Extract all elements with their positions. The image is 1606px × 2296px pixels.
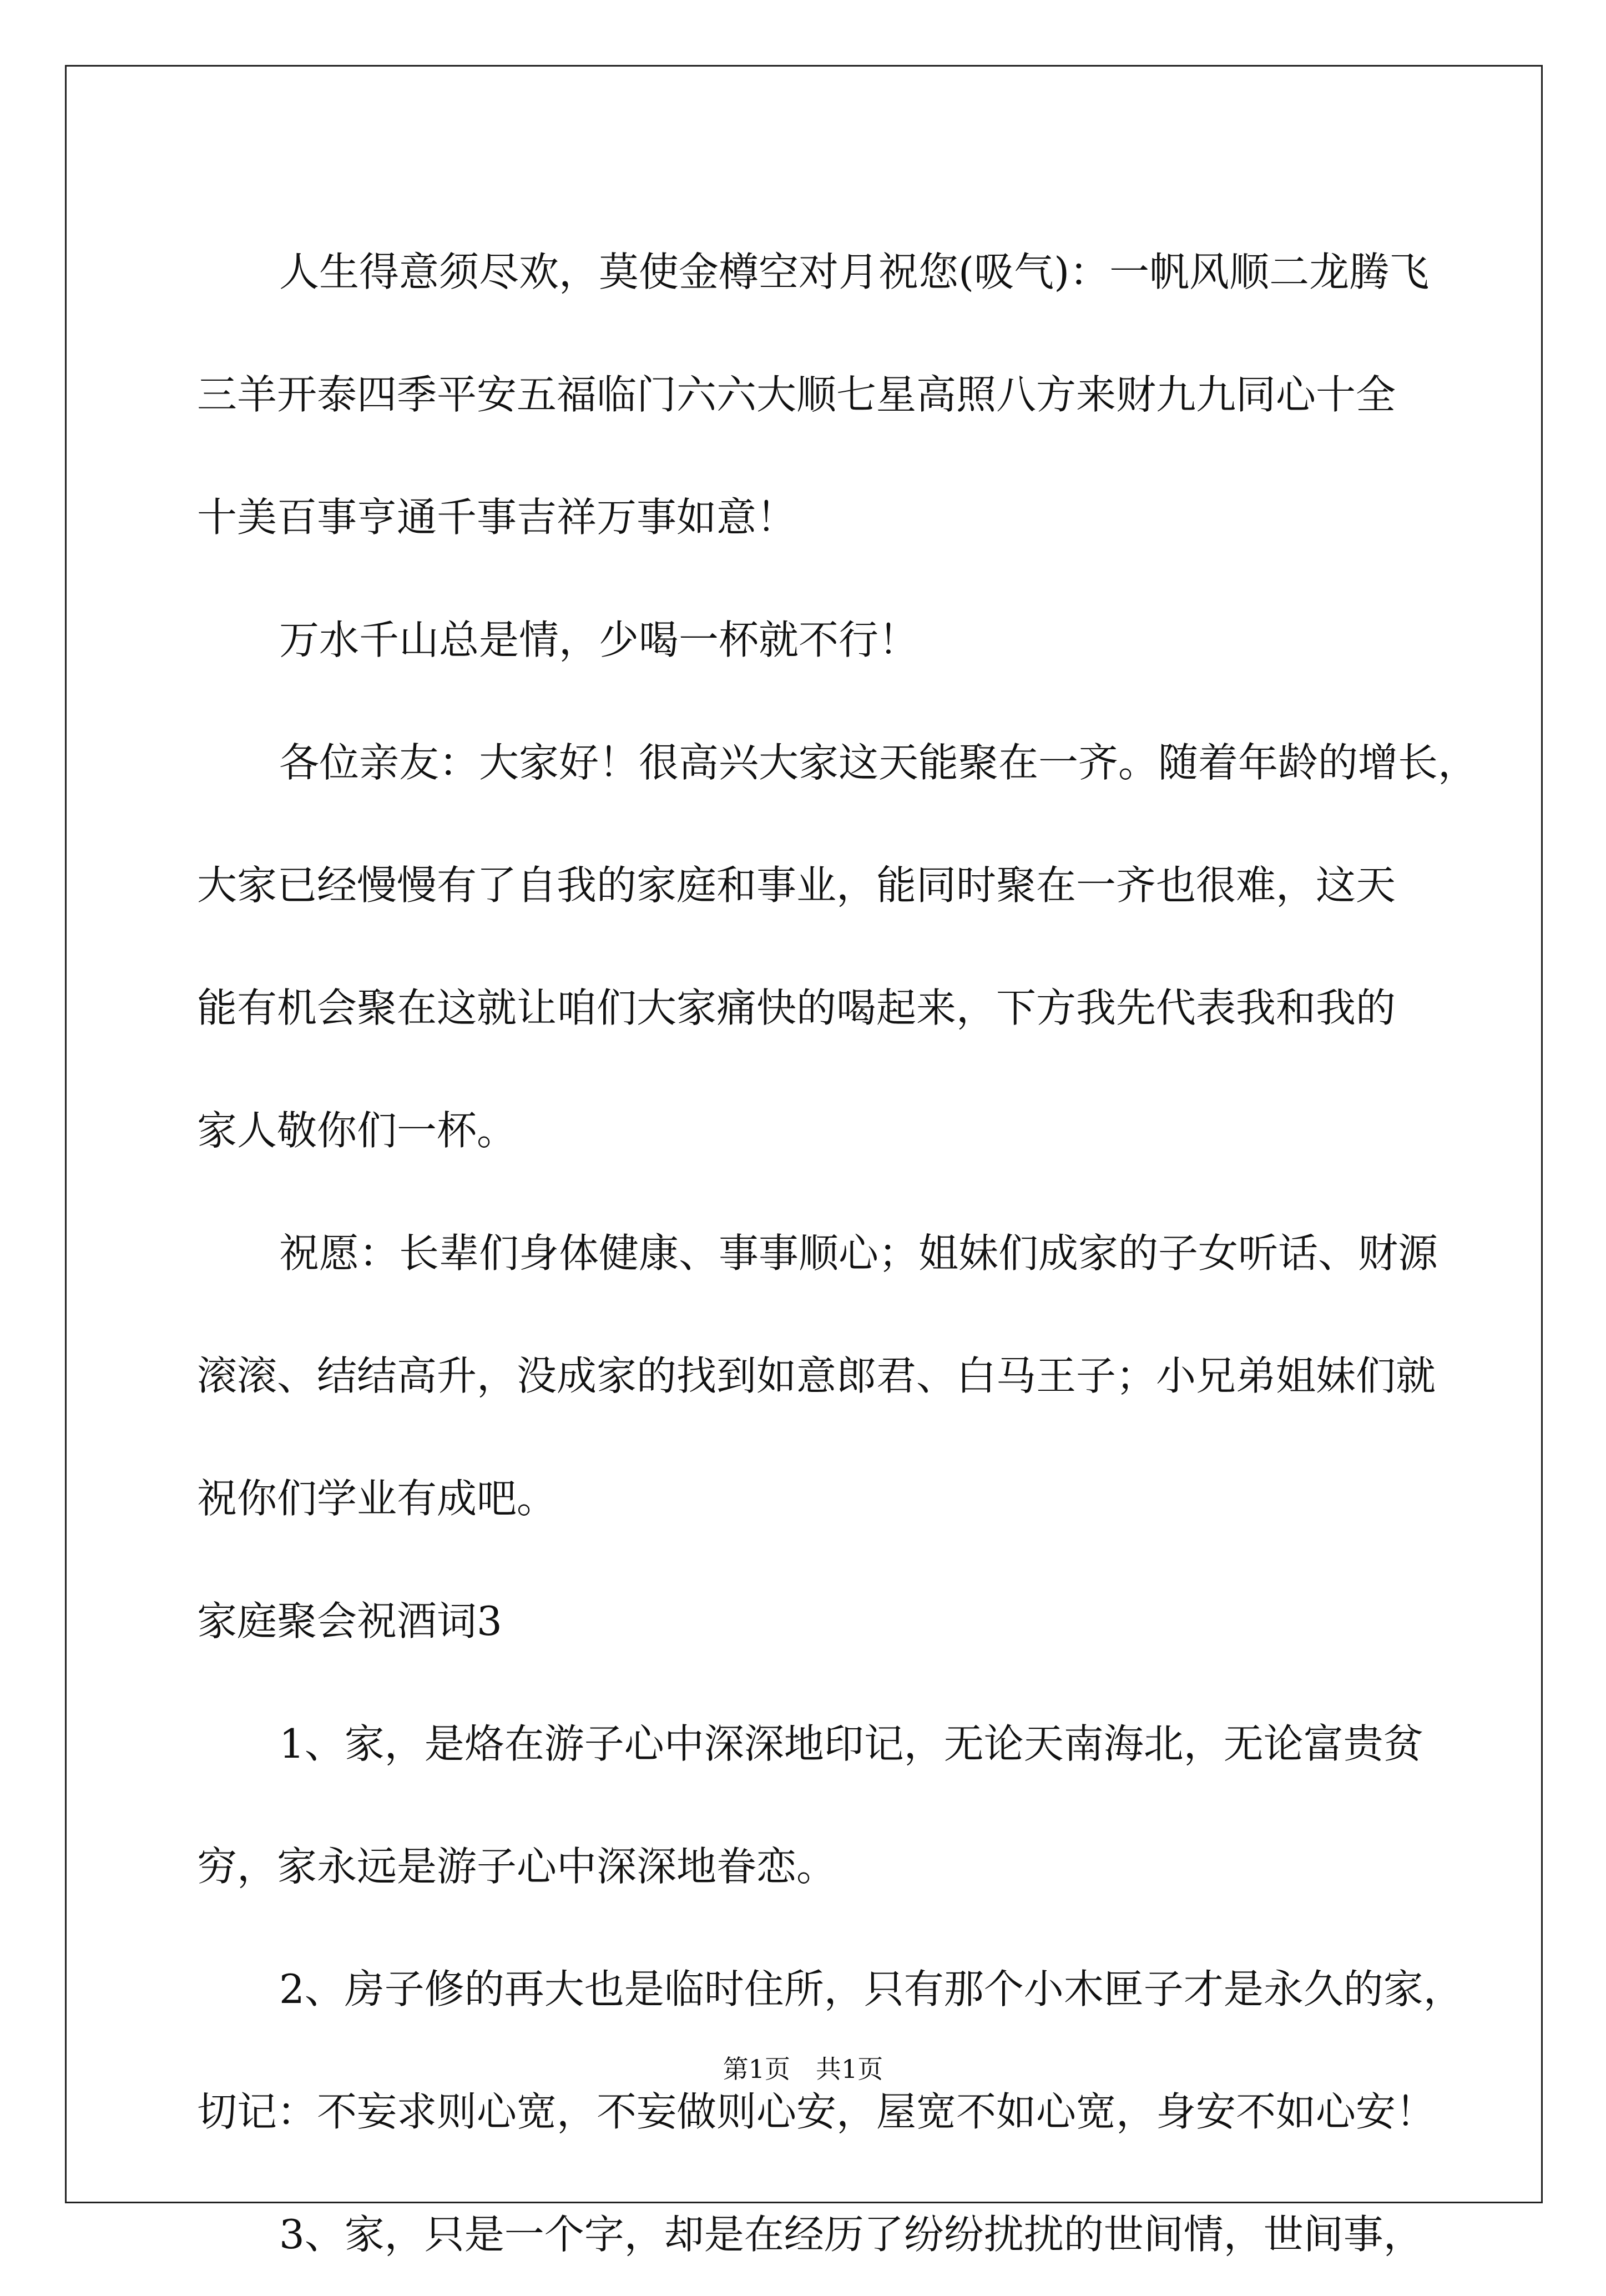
paragraph-drink-line [197, 579, 1418, 702]
text-line: 三羊开泰四季平安五福临门六六大顺七星高照八方来财九九同心十全 [197, 371, 1396, 418]
page-number-footer: 第1页 共1页 [723, 2054, 883, 2084]
section-heading: 家庭聚会祝酒词3 [197, 1598, 502, 1644]
text-line: 2、房子修的再大也是临时住所，只有那个小木匣子才是永久的家， [279, 1966, 1463, 2012]
text-line: 万水千山总是情，少喝一杯就不行！ [279, 617, 919, 663]
document-body [197, 211, 1478, 2296]
paragraph-item-2 [197, 1928, 1463, 2173]
text-line: 各位亲友：大家好！很高兴大家这天能聚在一齐。随着年龄的增长， [279, 739, 1478, 786]
text-line: 3、家，只是一个字，却是在经历了纷纷扰扰的世间情，世间事， [279, 2211, 1423, 2258]
text-line: 人生得意须尽欢，莫使金樽空对月祝您(吸气)：一帆风顺二龙腾飞 [279, 249, 1430, 295]
paragraph-toast-wishes [197, 211, 1430, 579]
text-line: 十美百事亨通千事吉祥万事如意！ [197, 494, 797, 541]
text-line: 切记：不妄求则心宽，不妄做则心安，屋宽不如心宽，身安不如心安！ [197, 2088, 1436, 2135]
text-line: 大家已经慢慢有了自我的家庭和事业，能同时聚在一齐也很难，这天 [197, 862, 1396, 909]
text-line: 家人敬你们一杯。 [197, 1107, 517, 1154]
text-line: 滚滚、结结高升，没成家的找到如意郎君、白马王子；小兄弟姐妹们就 [197, 1353, 1436, 1399]
text-line: 穷，家永远是游子心中深深地眷恋。 [197, 1843, 837, 1890]
paragraph-greeting [197, 702, 1478, 1192]
text-line: 1、家，是烙在游子心中深深地印记，无论天南海北，无论富贵贫 [279, 1720, 1423, 1767]
paragraph-item-3 [197, 2173, 1423, 2296]
paragraph-item-1 [197, 1683, 1423, 1928]
text-line: 能有机会聚在这就让咱们大家痛快的喝起来，下方我先代表我和我的 [197, 985, 1396, 1031]
paragraph-blessing [197, 1192, 1438, 1560]
text-line: 祝愿：长辈们身体健康、事事顺心；姐妹们成家的子女听话、财源 [279, 1230, 1438, 1276]
text-line: 祝你们学业有成吧。 [197, 1475, 557, 1522]
